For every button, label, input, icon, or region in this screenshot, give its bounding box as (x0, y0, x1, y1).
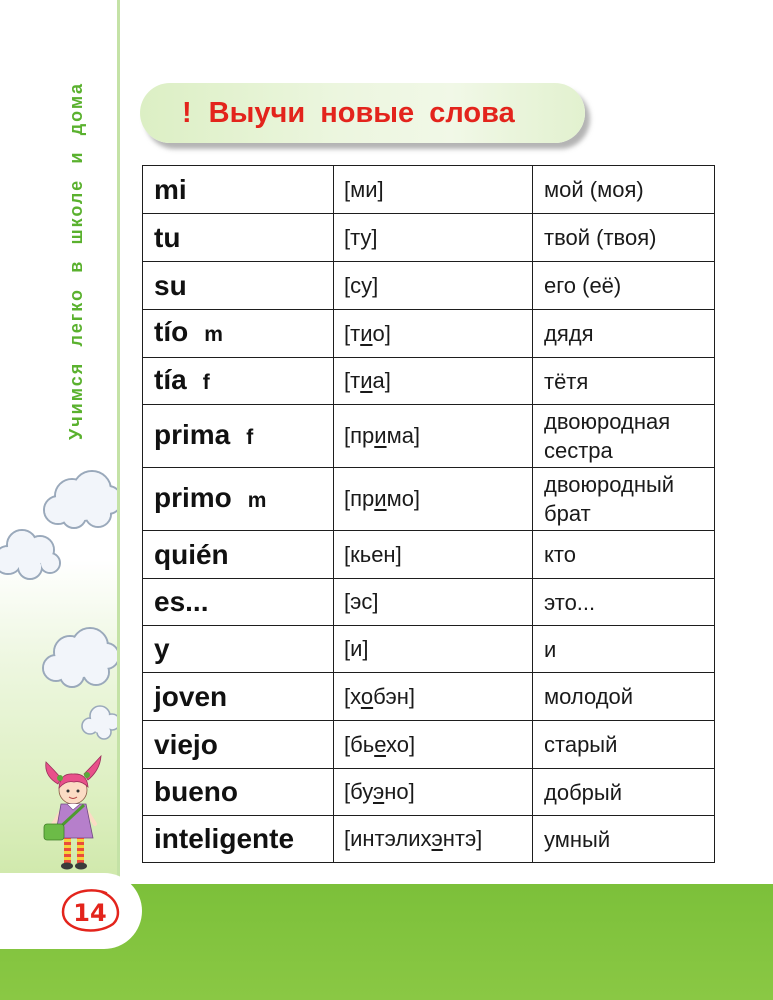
spanish-word: su (154, 269, 187, 301)
spanish-cell (143, 626, 334, 673)
gender-marker: m (247, 488, 267, 512)
stressed-vowel: е (374, 731, 386, 757)
spanish-cell (143, 673, 334, 721)
spanish-word: tío (154, 316, 189, 347)
stressed-vowel: э (431, 826, 443, 851)
transcription-end: хо] (385, 731, 416, 757)
spanish-cell (143, 468, 334, 531)
russian-translation: умный (544, 826, 611, 852)
transcription-cell (334, 626, 533, 673)
transcription: [эс] (344, 589, 379, 614)
spanish-word: y (154, 633, 170, 664)
transcription: [кьен] (344, 541, 402, 567)
cloud-icon (44, 471, 117, 528)
spanish-word: viejo (154, 728, 218, 760)
russian-translation: добрый (544, 779, 623, 805)
transcription-start: [интэлих (344, 826, 432, 851)
transcription-start: [пр (344, 423, 375, 448)
spanish-word: joven (154, 680, 228, 712)
spanish-word: prima (154, 418, 231, 450)
transcription-start: [т (344, 320, 361, 346)
russian-translation: мой (моя) (544, 177, 644, 202)
transcription-cell (334, 579, 533, 626)
transcription-start: [х (344, 683, 361, 709)
page-number: 14 (73, 899, 107, 927)
russian-translation: дядя (544, 321, 594, 346)
russian-translation: двоюродная сестра (544, 409, 671, 463)
translation-cell (533, 816, 715, 863)
page-title (182, 83, 515, 143)
transcription-end: о] (372, 320, 391, 346)
transcription-cell (334, 721, 533, 769)
vocab-row (143, 673, 715, 721)
spanish-word: mi (154, 173, 187, 205)
translation-cell (533, 673, 715, 721)
vocab-row (143, 769, 715, 816)
stressed-vowel: о (360, 683, 374, 709)
transcription-cell (334, 531, 533, 579)
translation-cell (533, 310, 715, 358)
transcription-end: мо] (386, 486, 421, 511)
transcription: [и] (344, 636, 369, 661)
cloud-icon (0, 530, 60, 579)
russian-translation: его (её) (544, 273, 622, 298)
transcription-cell (334, 166, 533, 214)
transcription-end: ма] (386, 423, 421, 448)
title-text: Выучи новые слова (208, 97, 515, 129)
russian-translation: и (544, 636, 557, 662)
spanish-cell (143, 579, 334, 626)
translation-cell (533, 214, 715, 262)
stressed-vowel: и (360, 320, 373, 346)
spanish-cell (143, 358, 334, 405)
vocab-row (143, 816, 715, 863)
translation-cell (533, 405, 715, 468)
vocab-row (143, 468, 715, 531)
translation-cell (533, 358, 715, 405)
vocab-row (143, 626, 715, 673)
vocab-row (143, 358, 715, 405)
gender-marker: f (246, 425, 254, 449)
spanish-cell (143, 531, 334, 579)
transcription-cell (334, 262, 533, 310)
translation-cell (533, 769, 715, 816)
spanish-cell (143, 816, 334, 863)
girl-illustration (44, 756, 101, 870)
vocab-row (143, 310, 715, 358)
transcription: [ту] (344, 224, 378, 250)
russian-translation: молодой (544, 684, 634, 709)
translation-cell (533, 262, 715, 310)
sidebar-divider (117, 0, 120, 884)
russian-translation: это... (544, 589, 596, 615)
transcription-start: [т (344, 368, 361, 393)
spanish-cell (143, 214, 334, 262)
spanish-word: primo (154, 481, 232, 513)
vocabulary-table (142, 165, 715, 863)
vocab-row (143, 214, 715, 262)
page-number-badge (58, 887, 122, 937)
transcription-start: [бу (344, 779, 373, 804)
vocab-row (143, 721, 715, 769)
spanish-cell (143, 166, 334, 214)
cloud-icon (82, 706, 117, 739)
transcription-end: нтэ] (442, 826, 483, 851)
spanish-cell (143, 262, 334, 310)
spanish-cell (143, 405, 334, 468)
russian-translation: двоюродный брат (544, 472, 675, 526)
stressed-vowel: э (372, 779, 385, 804)
transcription-cell (334, 816, 533, 863)
spanish-cell (143, 310, 334, 358)
title-banner (140, 83, 585, 143)
stressed-vowel: и (374, 486, 387, 511)
transcription-cell (334, 405, 533, 468)
transcription-start: [пр (344, 486, 375, 511)
transcription: [су] (344, 272, 379, 298)
gender-marker: f (202, 370, 210, 394)
transcription-cell (334, 358, 533, 405)
vocab-row (143, 166, 715, 214)
transcription-start: [бь (344, 731, 375, 757)
vocab-row (143, 405, 715, 468)
translation-cell (533, 626, 715, 673)
transcription-cell (334, 468, 533, 531)
sidebar-series-title: Учимся легко в школе и дома (66, 82, 86, 440)
spanish-word: bueno (154, 776, 238, 807)
vocab-row (143, 579, 715, 626)
transcription-end: а] (372, 368, 391, 393)
spanish-cell (143, 769, 334, 816)
transcription-end: бэн] (373, 683, 415, 709)
spanish-word: inteligente (154, 823, 295, 854)
russian-translation: твой (твоя) (544, 225, 657, 250)
vocab-row (143, 262, 715, 310)
cloud-icon (43, 628, 117, 687)
translation-cell (533, 531, 715, 579)
stressed-vowel: и (360, 368, 373, 393)
transcription: [ми] (344, 176, 384, 202)
transcription-cell (334, 214, 533, 262)
spanish-word: quién (154, 538, 229, 570)
exclamation-mark: ! (182, 97, 192, 129)
spanish-word: tu (154, 221, 181, 253)
transcription-cell (334, 673, 533, 721)
gender-marker: m (204, 323, 223, 346)
vocab-row (143, 531, 715, 579)
spanish-word: tía (154, 363, 187, 395)
translation-cell (533, 721, 715, 769)
translation-cell (533, 468, 715, 531)
transcription-end: но] (384, 779, 415, 804)
translation-cell (533, 166, 715, 214)
spanish-word: es... (154, 586, 209, 617)
translation-cell (533, 579, 715, 626)
sidebar-illustrations (0, 440, 117, 880)
spanish-cell (143, 721, 334, 769)
russian-translation: тётя (544, 368, 589, 394)
russian-translation: старый (544, 732, 618, 757)
russian-translation: кто (544, 542, 576, 567)
transcription-cell (334, 310, 533, 358)
transcription-cell (334, 769, 533, 816)
stressed-vowel: и (374, 423, 387, 448)
